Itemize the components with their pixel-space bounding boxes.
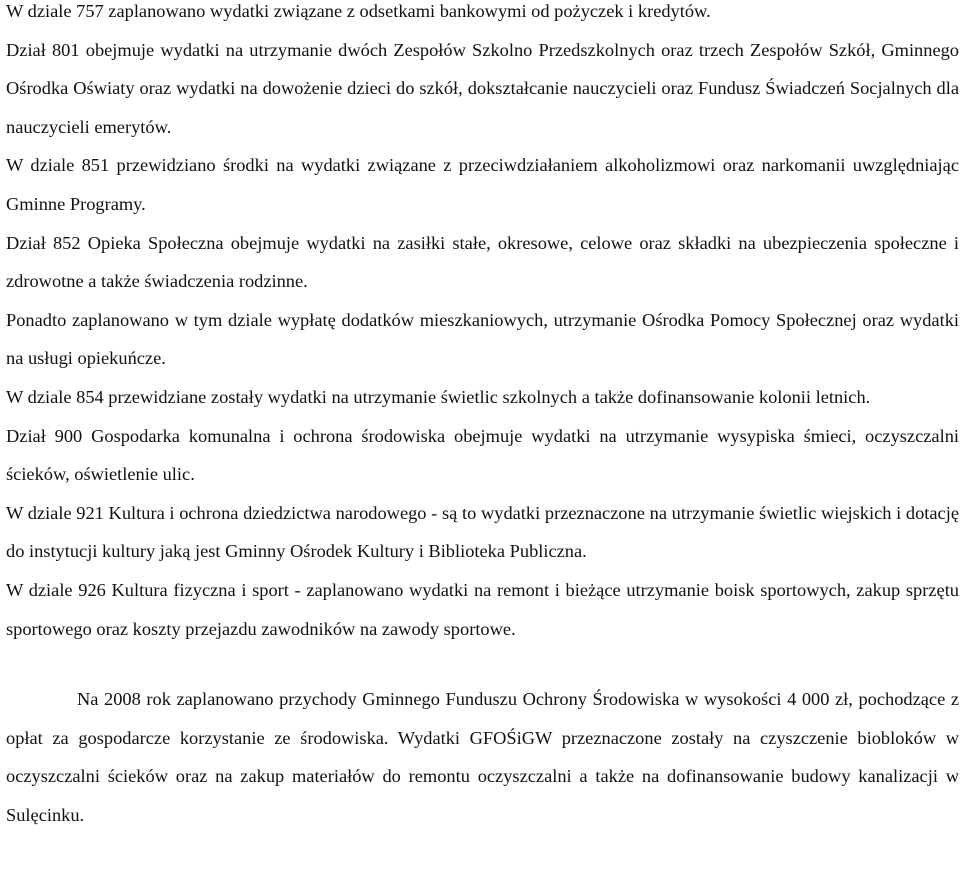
paragraph-dzial-921: W dziale 921 Kultura i ochrona dziedzictwa narodowego - są to wydatki przeznaczone na utrzymanie świetlic wiejskich i dotację do instytucji kultury jaką jest Gminny Ośrodek Kultury i Biblioteka Publiczna.: [6, 502, 959, 562]
paragraph-dzial-900: Dział 900 Gospodarka komunalna i ochrona środowiska obejmuje wydatki na utrzymanie wysypiska śmieci, oczyszczalni ścieków, oświetlenie ulic.: [6, 425, 959, 485]
paragraph-dzial-851: W dziale 851 przewidziano środki na wydatki związane z przeciwdziałaniem alkoholizmowi oraz narkomanii uwzględniając Gminne Programy.: [6, 155, 959, 214]
paragraph-dzial-852-continued: Ponadto zaplanowano w tym dziale wypłatę dodatków mieszkaniowych, utrzymanie Ośrodka Pomocy Społecznej oraz wydatki na usługi opiekuńcze.: [6, 309, 959, 369]
paragraph-dzial-801: Dział 801 obejmuje wydatki na utrzymanie dwóch Zespołów Szkolno Przedszkolnych oraz trzech Zespołów Szkół, Gminnego Ośrodka Oświaty oraz wydatki na dowożenie dzieci do szkół, dokształcanie nauczycieli oraz Fundusz Świadczeń Socjalnych dla nauczycieli emerytów.: [6, 39, 959, 137]
paragraph-dzial-926: W dziale 926 Kultura fizyczna i sport - zaplanowano wydatki na remont i bieżące utrzymanie boisk sportowych, zakup sprzętu sportowego oraz koszty przejazdu zawodników na zawody sportowe.: [6, 579, 959, 639]
document-body: [6, 0, 959, 834]
paragraph-spacer: [6, 648, 959, 680]
paragraph-dzial-854: W dziale 854 przewidziane zostały wydatki na utrzymanie świetlic szkolnych a także dofinansowanie kolonii letnich.: [6, 386, 871, 407]
paragraph-gfosigw: Na 2008 rok zaplanowano przychody Gminnego Funduszu Ochrony Środowiska w wysokości 4 000 zł, pochodzące z opłat za gospodarcze korzystanie ze środowiska. Wydatki GFOŚiGW przeznaczone zostały na czyszczenie biobloków w oczyszczalni ścieków oraz na zakup materiałów do remontu oczyszczalni a także na dofinansowanie budowy kanalizacji w Sulęcinku.: [6, 689, 959, 825]
paragraph-dzial-852: Dział 852 Opieka Społeczna obejmuje wydatki na zasiłki stałe, okresowe, celowe oraz składki na ubezpieczenia społeczne i zdrowotne a także świadczenia rodzinne.: [6, 232, 959, 292]
paragraph-dzial-757: W dziale 757 zaplanowano wydatki związane z odsetkami bankowymi od pożyczek i kredytów.: [6, 1, 711, 21]
